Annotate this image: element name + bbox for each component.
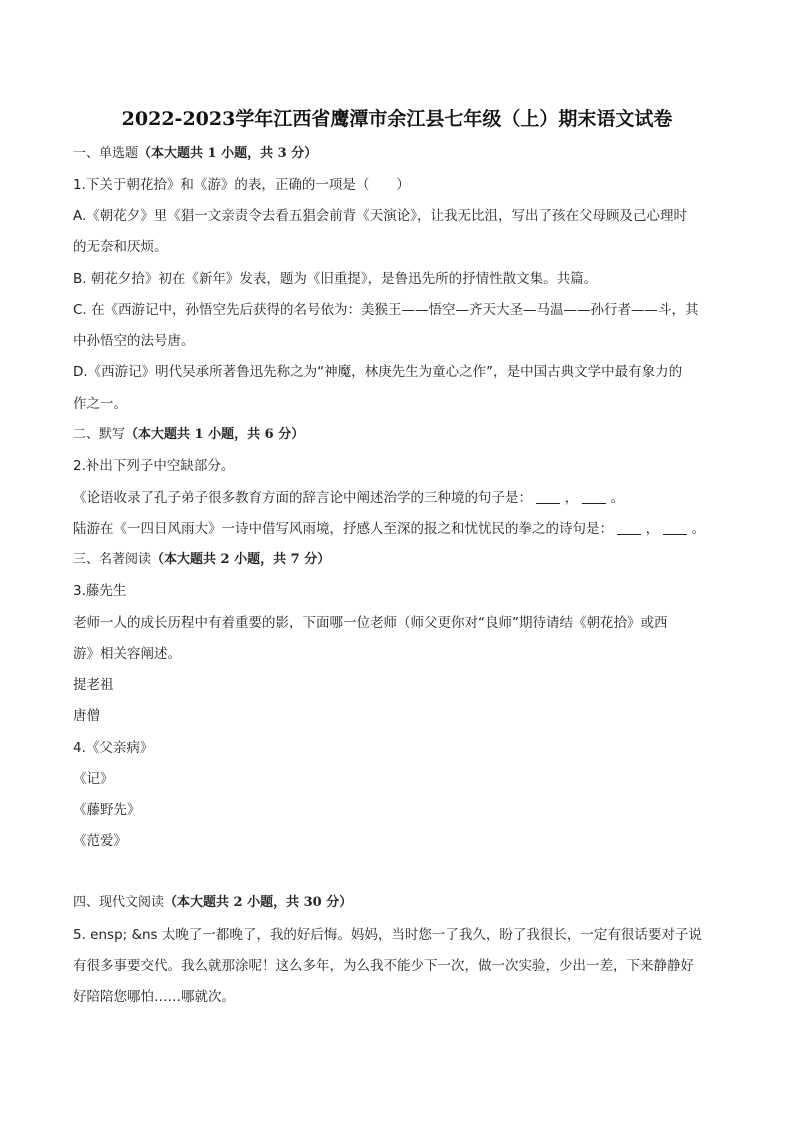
q1-option-a-line1: A.《朝花夕》里《猖一文亲责令去看五猖会前背《天演论》，让我无比沮，写出了孩在父母顾及己心理时: [73, 208, 688, 224]
section-2-heading: [73, 426, 723, 444]
section-1-name: 一、单选题: [73, 146, 139, 161]
q3-stem: 3.藤先生: [73, 583, 127, 599]
q4-line3: 《范爱》: [73, 833, 127, 849]
section-1-heading: [73, 145, 723, 163]
q5-line2: 有很多事要交代。我么就那涂呢！这么多年，为么我不能少下一次，做一次实验，少出一差，下来静静好: [73, 958, 694, 974]
section-4-meta: （本大题共 2 小题，共 30 分）: [164, 895, 353, 910]
answer-blank[interactable]: [582, 491, 606, 504]
answer-blank[interactable]: [536, 491, 560, 504]
q2-line2: 陆游在《一四日风雨大》一诗中借写风雨境，抒感人至深的报之和忧忧民的拳之的诗句是： ， 。: [73, 521, 706, 537]
q1-stem: 1.下关于朝花拾》和《游》的表，正确的一项是（ ）: [73, 177, 410, 193]
q1-option-d-line1: D.《西游记》明代吴承所著鲁迅先称之为“神魔，林庚先生为童心之作”，是中国古典文学中最有象力的: [73, 364, 683, 380]
q2-line1-text: 《论语收录了孔子弟子很多教育方面的辞言论中阐述治学的三种境的句子是：: [73, 490, 532, 506]
q1-option-b: B. 朝花夕拾》初在《新年》发表，题为《旧重提》，是鲁迅先所的抒情性散文集。共篇。: [73, 271, 598, 287]
section-3-meta: （本大题共 2 小题，共 7 分）: [151, 552, 331, 567]
section-3-heading: [73, 551, 723, 569]
section-1-meta: （本大题共 1 小题，共 3 分）: [138, 146, 318, 161]
q4-line1: 《记》: [73, 771, 114, 787]
q2-stem: 2.补出下列子中空缺部分。: [73, 458, 235, 474]
q2-line1: 《论语收录了孔子弟子很多教育方面的辞言论中阐述治学的三种境的句子是： ， 。: [73, 490, 625, 506]
section-2-meta: （本大题共 1 小题，共 6 分）: [125, 427, 305, 442]
section-2-name: 二、默写: [73, 427, 126, 442]
q1-option-a-line2: 的无奈和厌烦。: [73, 239, 168, 255]
q1-option-d-line2: 作之一。: [73, 396, 127, 412]
q2-line2-text: 陆游在《一四日风雨大》一诗中借写风雨境，抒感人至深的报之和忧忧民的拳之的诗句是：: [73, 521, 613, 537]
q5-line1: 5. ensp; &ns 太晚了一都晚了，我的好后悔。妈妈，当时您一了我久，盼了我很长，一定有很话要对子说: [73, 927, 702, 943]
q4-stem: 4.《父亲病》: [73, 740, 154, 756]
q3-line3: 提老祖: [73, 677, 114, 693]
q1-option-c-line1: C. 在《西游记中，孙悟空先后获得的名号依为：美猴王——悟空—齐天大圣—马温——孙行者——斗，其: [73, 302, 699, 318]
answer-blank[interactable]: [617, 522, 641, 535]
q4-line2: 《藤野先》: [73, 802, 141, 818]
q3-line1: 老师一人的成长历程中有着重要的影，下面哪一位老师（师父更你对“良师”期待请结《朝花拾》或西: [73, 615, 668, 631]
section-4-name: 四、现代文阅读: [73, 895, 165, 910]
exam-title: 2022-2023学年江西省鹰潭市余江县七年级（上）期末语文试卷: [121, 108, 673, 130]
answer-blank[interactable]: [663, 522, 687, 535]
q3-line4: 唐僧: [73, 708, 100, 724]
q1-option-c-line2: 中孙悟空的法号唐。: [73, 333, 195, 349]
q3-line2: 游》相关容阐述。: [73, 646, 181, 662]
q5-line3: 好陪陪您哪怕……哪就次。: [73, 989, 235, 1005]
section-4-heading: [73, 894, 723, 912]
section-3-name: 三、名著阅读: [73, 552, 152, 567]
